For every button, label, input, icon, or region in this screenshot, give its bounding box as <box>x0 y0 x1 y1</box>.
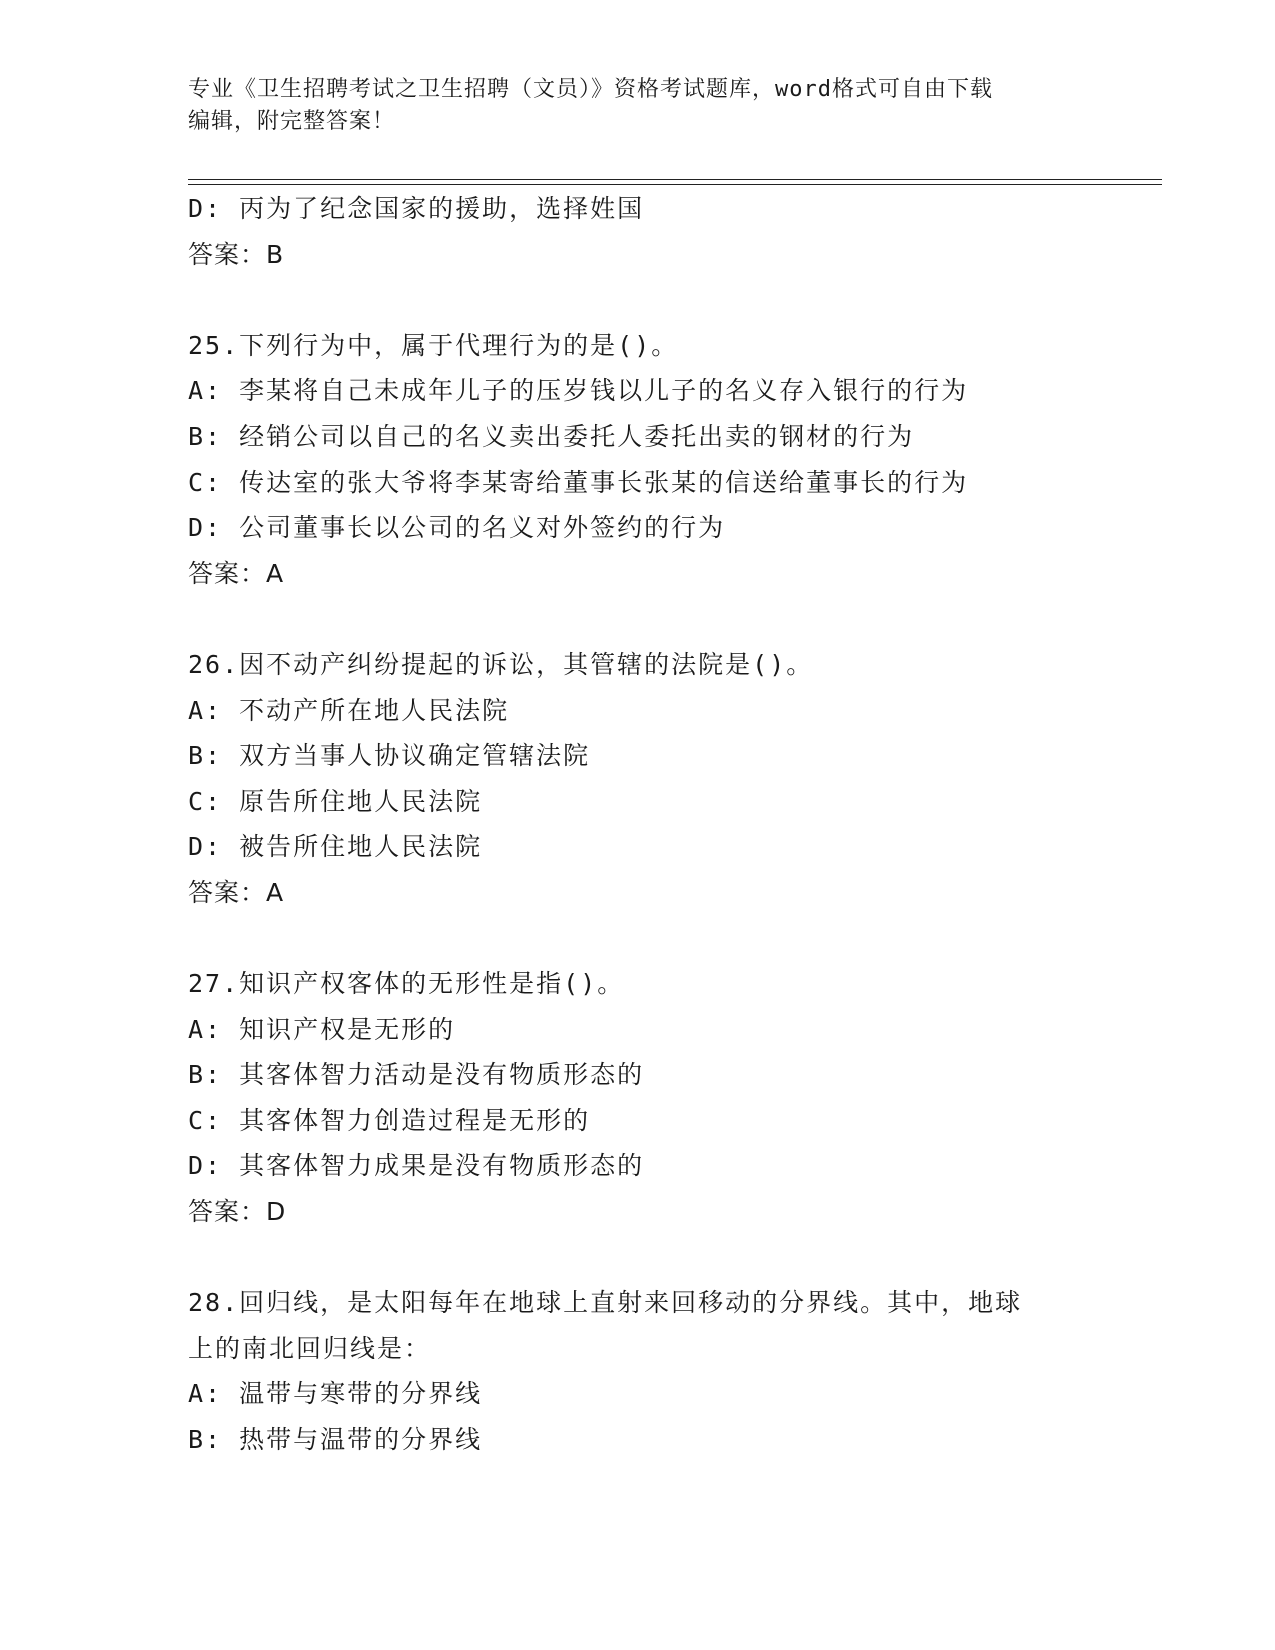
header-line-2: 编辑，附完整答案！ <box>188 109 396 134</box>
header-divider-bottom <box>188 184 1162 185</box>
header-line-1: 专业《卫生招聘考试之卫生招聘（文员）》资格考试题库，word格式可自由下载 <box>188 77 993 102</box>
question-stem: 26.因不动产纠纷提起的诉讼，其管辖的法院是()。 <box>188 649 814 679</box>
spacer <box>188 916 1088 962</box>
option-b: B: 双方当事人协议确定管辖法院 <box>188 741 591 771</box>
option-d: D: 其客体智力成果是没有物质形态的 <box>188 1151 645 1181</box>
question-25 <box>188 323 1088 597</box>
option-b: B: 经销公司以自己的名义卖出委托人委托出卖的钢材的行为 <box>188 421 915 451</box>
answer-line: 答案：A <box>188 558 285 588</box>
question-stem: 27.知识产权客体的无形性是指()。 <box>188 969 625 999</box>
option-a: A: 温带与寒带的分界线 <box>188 1379 483 1409</box>
answer-line: 答案：B <box>188 239 285 269</box>
spacer <box>188 1235 1088 1281</box>
question-27 <box>188 961 1088 1235</box>
question-stem-line-1: 28.回归线，是太阳每年在地球上直射来回移动的分界线。其中，地球 <box>188 1288 1023 1318</box>
answer-line: 答案：D <box>188 1197 287 1227</box>
question-stem-line-2: 上的南北回归线是： <box>188 1333 432 1363</box>
option-b: B: 其客体智力活动是没有物质形态的 <box>188 1060 645 1090</box>
option-c: C: 原告所住地人民法院 <box>188 786 483 816</box>
option-a: A: 知识产权是无形的 <box>188 1014 456 1044</box>
answer-line: 答案：A <box>188 877 285 907</box>
option-c: C: 传达室的张大爷将李某寄给董事长张某的信送给董事长的行为 <box>188 467 969 497</box>
document-body <box>188 186 1088 1463</box>
document-header <box>188 74 1088 138</box>
question-28 <box>188 1280 1088 1462</box>
option-d: D: 被告所住地人民法院 <box>188 832 483 862</box>
previous-question-tail <box>188 186 1088 277</box>
header-divider-top <box>188 179 1162 180</box>
option-a: A: 不动产所在地人民法院 <box>188 695 510 725</box>
option-a: A: 李某将自己未成年儿子的压岁钱以儿子的名义存入银行的行为 <box>188 376 969 406</box>
spacer <box>188 596 1088 642</box>
option-d: D: 丙为了纪念国家的援助，选择姓国 <box>188 194 645 223</box>
question-26 <box>188 642 1088 916</box>
question-stem: 25.下列行为中，属于代理行为的是()。 <box>188 330 679 360</box>
option-b: B: 热带与温带的分界线 <box>188 1425 483 1455</box>
option-c: C: 其客体智力创造过程是无形的 <box>188 1105 591 1135</box>
option-d: D: 公司董事长以公司的名义对外签约的行为 <box>188 513 726 543</box>
spacer <box>188 277 1088 323</box>
